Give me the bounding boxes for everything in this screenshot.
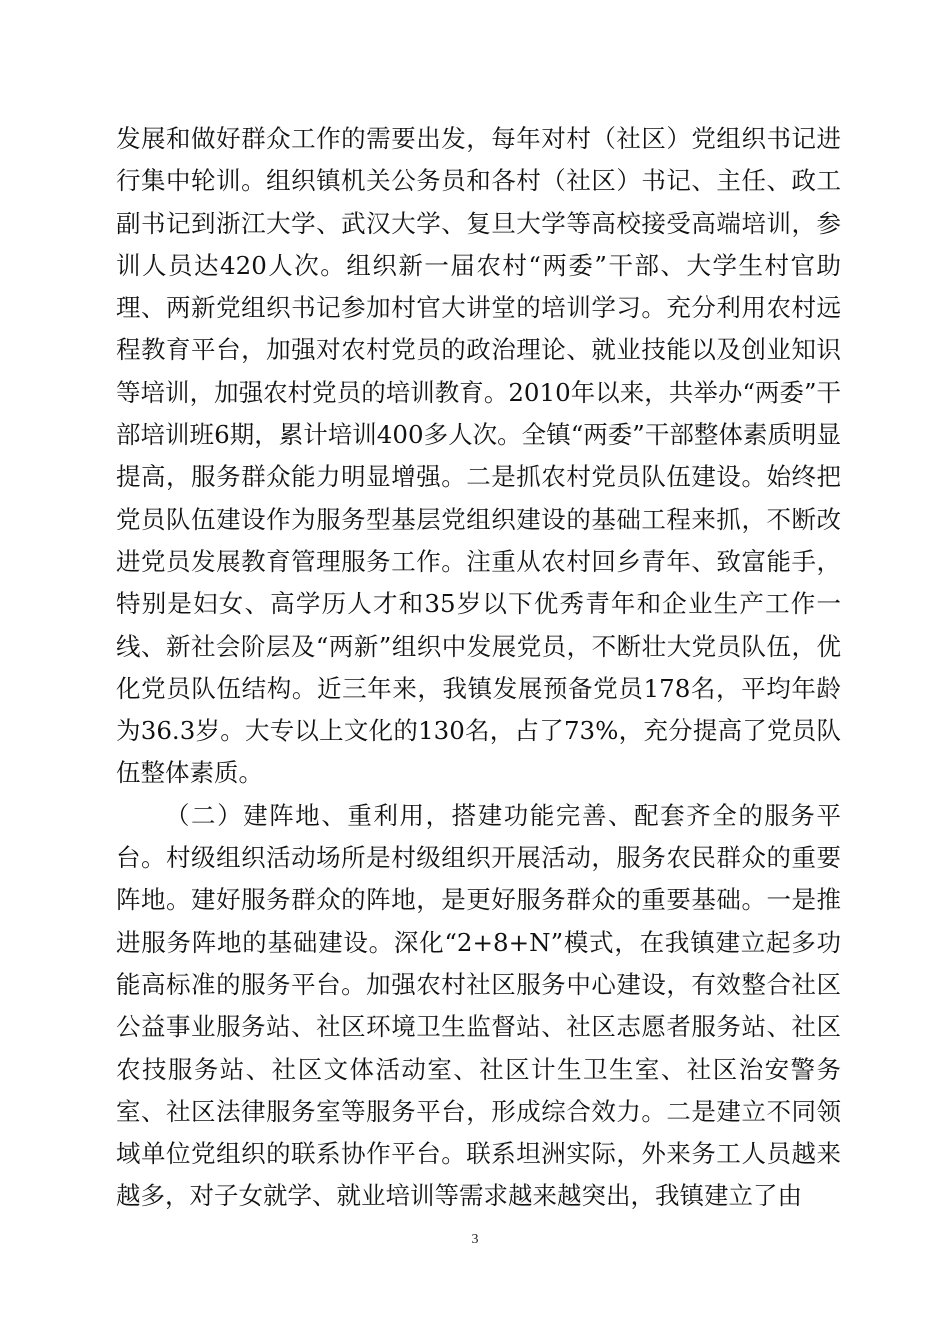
paragraph-service-platform: （二）建阵地、重利用，搭建功能完善、配套齐全的服务平台。村级组织活动场所是村级组织开展活动，服务农民群众的重要阵地。建好服务群众的阵地，是更好服务群众的重要基础。一是推进服务阵地的基础建设。深化“2+8+N”模式，在我镇建立起多功能高标准的服务平台。加强农村社区服务中心建设，有效整合社区公益事业服务站、社区环境卫生监督站、社区志愿者服务站、社区农技服务站、社区文体活动室、社区计生卫生室、社区治安警务室、社区法律服务室等服务平台，形成综合效力。二是建立不同领域单位党组织的联系协作平台。联系坦洲实际，外来务工人员越来越多，对子女就学、就业培训等需求越来越突出，我镇建立了由 xyxy=(116,800,841,1211)
page-number: 3 xyxy=(471,1232,479,1247)
body-text xyxy=(116,118,841,1218)
paragraph-party-member-training: 发展和做好群众工作的需要出发，每年对村（社区）党组织书记进行集中轮训。组织镇机关公务员和各村（社区）书记、主任、政工副书记到浙江大学、武汉大学、复旦大学等高校接受高端培训，参训人员达420人次。组织新一届农村“两委”干部、大学生村官助理、两新党组织书记参加村官大讲堂的培训学习。充分利用农村远程教育平台，加强对农村党员的政治理论、就业技能以及创业知识等培训，加强农村党员的培训教育。2010年以来，共举办“两委”干部培训班6期，累计培训400多人次。全镇“两委”干部整体素质明显提高，服务群众能力明显增强。二是抓农村党员队伍建设。始终把党员队伍建设作为服务型基层党组织建设的基础工程来抓，不断改进党员发展教育管理服务工作。注重从农村回乡青年、致富能手，特别是妇女、高学历人才和35岁以下优秀青年和企业生产工作一线、新社会阶层及“两新”组织中发展党员，不断壮大党员队伍，优化党员队伍结构。近三年来，我镇发展预备党员178名，平均年龄为36.3岁。大专以上文化的130名，占了73%，充分提高了党员队伍整体素质。 xyxy=(116,124,841,788)
